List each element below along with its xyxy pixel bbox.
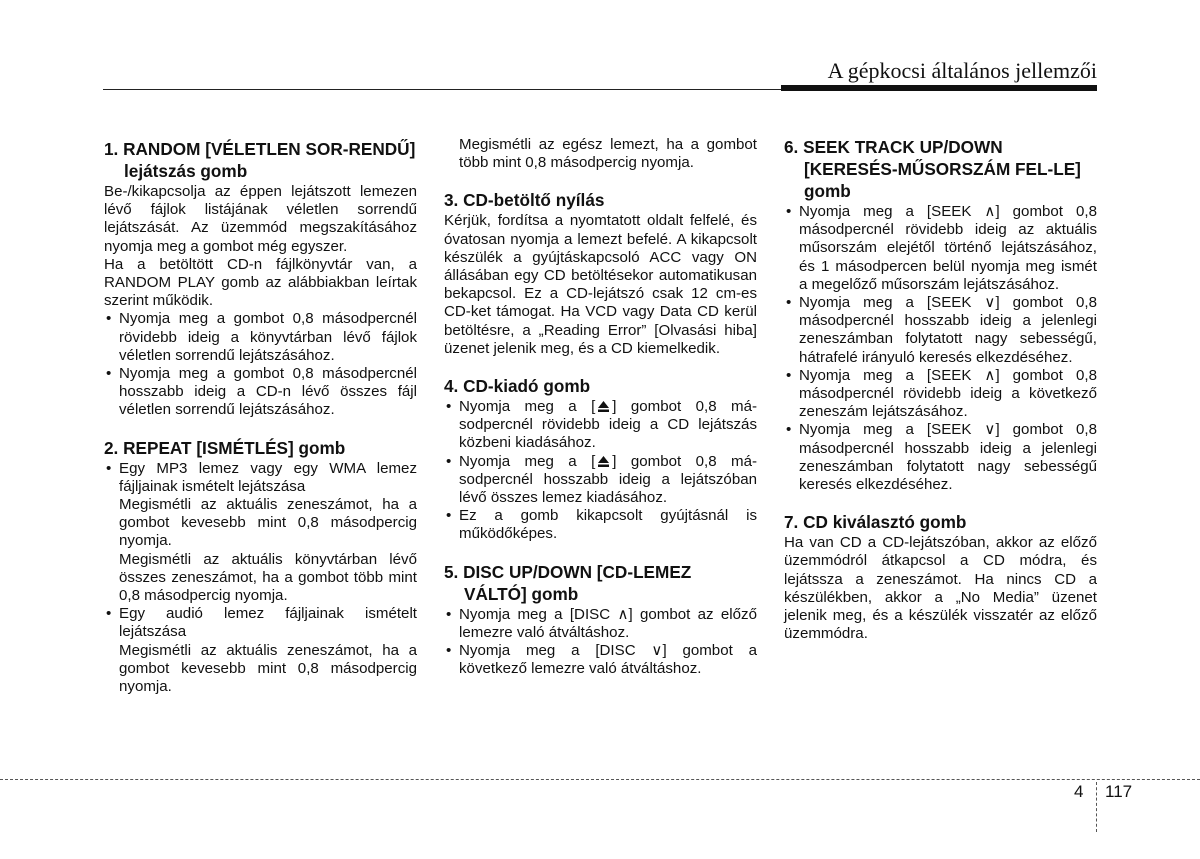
list-item: • Nyomja meg a [DISC ∨] gombot a következő lemezre való átváltáshoz. — [444, 642, 757, 678]
section-heading-seek: 6. SEEK TRACK UP/DOWN [KERESÉS-MŰSORSZÁM FEL-LE] gomb — [784, 137, 1081, 201]
text-column-left — [104, 136, 417, 696]
list-item-text: Megismétli az aktuális könyvtárban lévő összes zeneszámot, ha a gombot több mint 0,8 másodpercig nyomja. — [119, 550, 417, 605]
list-item-text: Megismétli az aktuális zeneszámot, ha a gombot kevesebb mint 0,8 másodpercig nyomja. — [119, 496, 417, 550]
list-item-text: Megismétli az aktuális zeneszámot, ha a gombot kevesebb mint 0,8 másodpercig nyomja. — [119, 641, 417, 696]
bullet-list — [784, 203, 1097, 494]
paragraph: Kérjük, fordítsa a nyomtatott oldalt felfelé, és óvatosan nyomja a lemezt befelé. A kikapcsolt készülék a gyújtáskapcsoló ACC vagy ON állásában egy CD betöltésekor automatikusan bekapcsol. Ez a CD-lejátszó csak 12 cm-es CD-ket támogat. Ha VCD vagy Data CD kerül betöltésre, a „Reading Error” [Olvasási hiba] üzenet jelenik meg, és a CD kiemelkedik. — [444, 212, 757, 357]
footer-dashed-divider — [1096, 782, 1097, 832]
section-heading-cd-slot: 3. CD-betöltő nyílás — [444, 190, 605, 211]
list-item: • Nyomja meg a [SEEK ∨] gombot 0,8 másodpercnél hosszabb ideig a jelenlegi zeneszámban folytatott nagy sebességű keresés elkezdéséhez. — [784, 421, 1097, 494]
paragraph: Ha van CD a CD-lejátszóban, akkor az előző üzemmódról átkapcsol a CD módra, és lejátssza a zeneszámot. Ha nincs CD a készülékben, akkor a „No Media” üzenet jelenik meg, és a készülék visszatér az előző üzemmódra. — [784, 534, 1097, 643]
list-item: • Nyomja meg a [SEEK ∧] gombot 0,8 másodpercnél rövidebb ideig az aktuális műsorszám elejétől történő lejátszásához, és 1 másodpercen belül nyomja meg ismét a megelőző műsorszám lejátszásához. — [784, 203, 1097, 294]
list-item-text: Nyomja meg a [ — [459, 452, 596, 470]
list-item — [444, 453, 757, 508]
running-header-title: A gépkocsi általános jellemzői — [827, 58, 1097, 83]
list-item: • Nyomja meg a [SEEK ∨] gombot 0,8 másodpercnél hosszabb ideig a jelenlegi zeneszámban folytatott nagy sebességű, hátrafelé irányuló keresés elkezdéséhez. — [784, 294, 1097, 367]
text-column-right — [784, 136, 1097, 643]
page-number: 117 — [1105, 782, 1133, 801]
section-heading-cd-select: 7. CD kiválasztó gomb — [784, 512, 967, 533]
paragraph: Ha a betöltött CD-n fájlkönyvtár van, a RANDOM PLAY gomb az alábbiakban leírtak szerint működik. — [104, 255, 417, 310]
header-rule-thin — [103, 89, 783, 90]
text-column-middle — [444, 136, 757, 678]
paragraph-continued: Megismétli az egész lemezt, ha a gombot több mint 0,8 másodpercig nyomja. — [459, 136, 757, 172]
paragraph: Be-/kikapcsolja az éppen lejátszott lemezen lévő fájlok listájának véletlen sorrendű lejátszását. Az üzemmód megszakításához nyomja meg a gombot még egyszer. — [104, 183, 417, 255]
list-item-title: • Egy audió lemez fájljainak ismételt lejátszása — [119, 605, 417, 641]
list-item: • Nyomja meg a [DISC ∧] gombot az előző lemezre való átváltáshoz. — [444, 606, 757, 642]
section-heading-disc: 5. DISC UP/DOWN [CD-LEMEZ VÁLTÓ] gomb — [444, 561, 692, 604]
section-heading-repeat: 2. REPEAT [ISMÉTLÉS] gomb — [104, 437, 346, 458]
list-item: • Nyomja meg a [SEEK ∧] gombot 0,8 másodpercnél rövidebb ideig a következő zeneszám lejátszásához. — [784, 367, 1097, 422]
footer-dashed-rule — [0, 779, 1200, 780]
bullet-list — [444, 606, 757, 679]
eject-icon — [598, 456, 609, 467]
list-item — [104, 605, 417, 696]
list-item: • Ez a gomb kikapcsolt gyújtásnál is működőképes. — [444, 507, 757, 543]
chapter-number: 4 — [1074, 782, 1084, 801]
header-rule-thick — [781, 85, 1097, 91]
list-item-text: ] gombot 0,8 másodpercnél rövidebb ideig a CD lejátszás közbeni kiadásához. — [459, 398, 757, 452]
list-item-text: ] gombot 0,8 másodpercnél hosszabb ideig a lejátszóban lévő összes lemez kiadásához. — [459, 452, 757, 507]
list-item: • Nyomja meg a gombot 0,8 másodpercnél rövidebb ideig a könyvtárban lévő fájlok véletlen sorrendű lejátszásához. — [104, 310, 417, 365]
list-item: • Nyomja meg a gombot 0,8 másodpercnél hosszabb ideig a CD-n lévő összes fájl véletlen sorrendű lejátszásához. — [104, 365, 417, 420]
bullet-list — [104, 310, 417, 419]
bullet-list — [104, 460, 417, 697]
list-item — [444, 398, 757, 453]
section-heading-random: 1. RANDOM [VÉLETLEN SOR-RENDŰ] lejátszás gomb — [104, 139, 416, 181]
list-item-title: • Egy MP3 lemez vagy egy WMA lemez fájljainak ismételt lejátszása — [119, 459, 417, 495]
section-heading-cd-eject: 4. CD-kiadó gomb — [444, 376, 591, 397]
eject-icon — [598, 401, 609, 412]
list-item-text: Nyomja meg a [ — [459, 398, 596, 416]
list-item — [104, 460, 417, 606]
bullet-list — [444, 398, 757, 544]
